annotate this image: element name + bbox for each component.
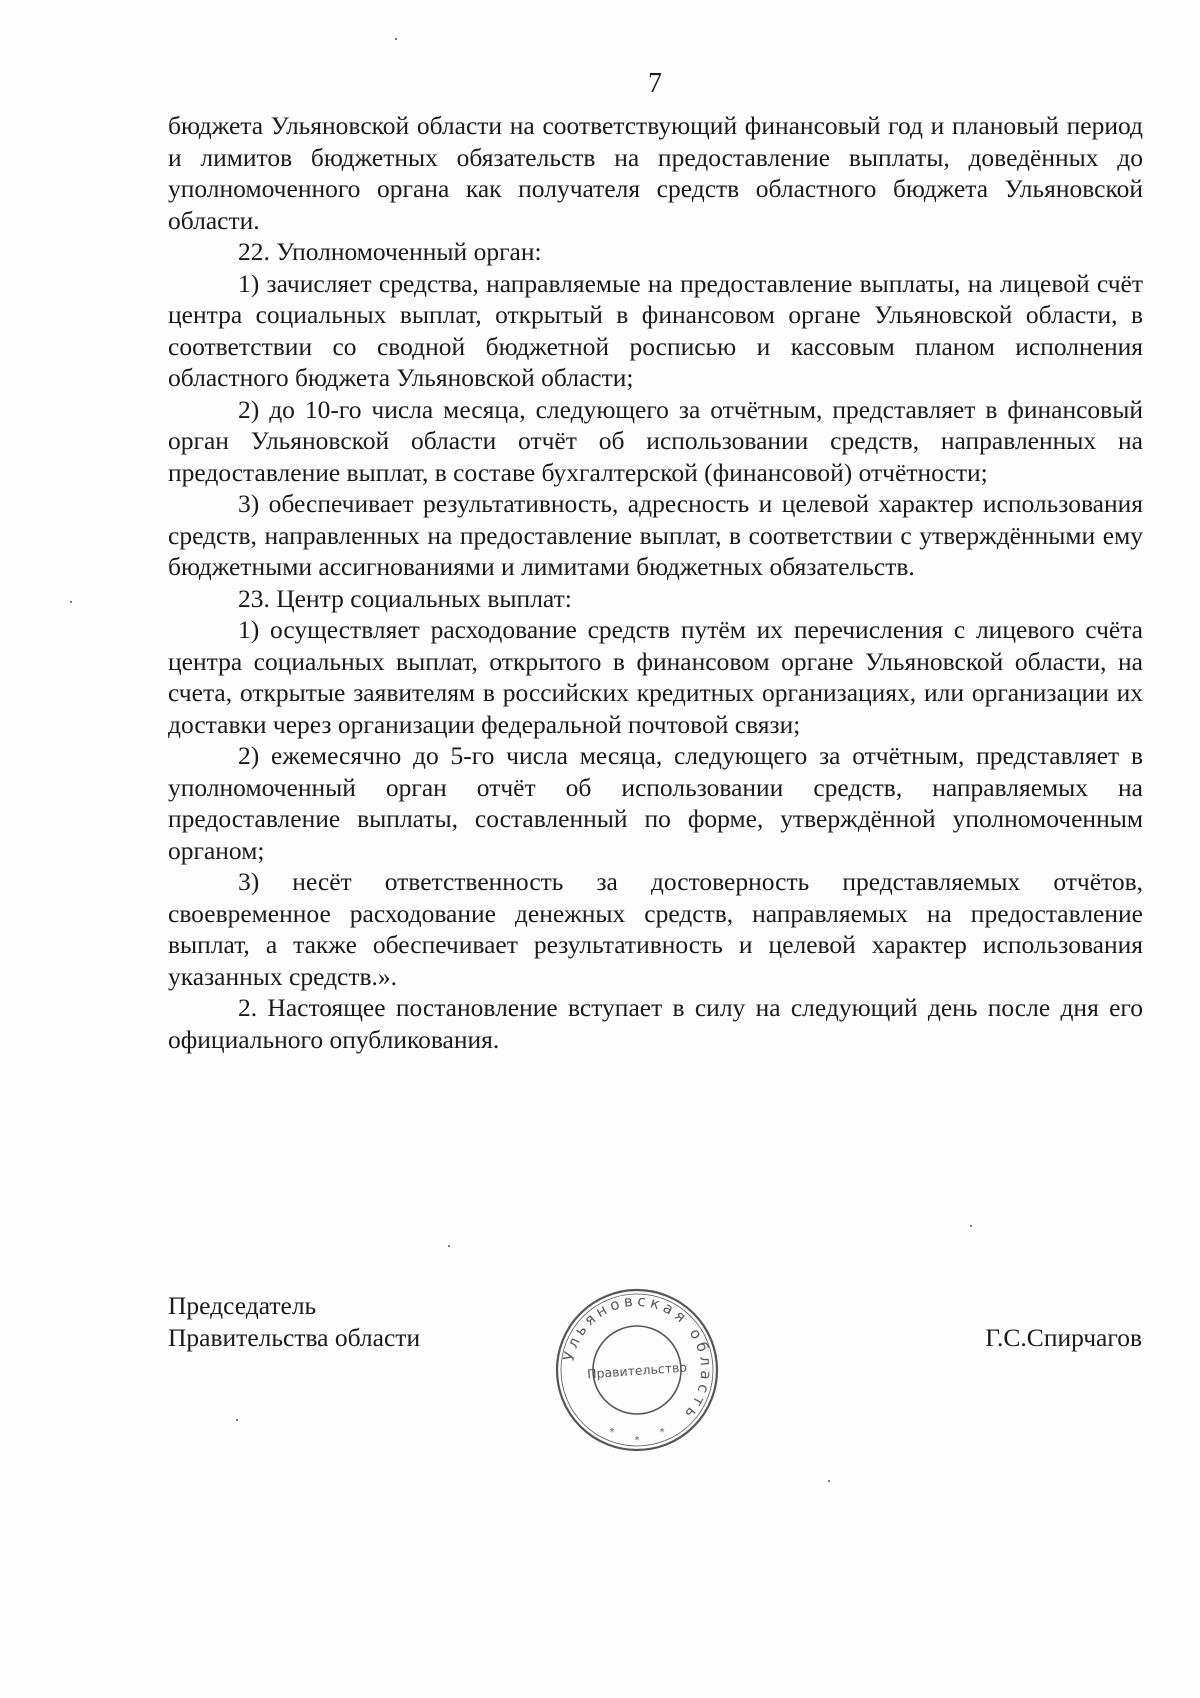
signatory-title-line-1: Председатель — [168, 1291, 317, 1320]
scan-speck — [395, 38, 397, 40]
paragraph-clause-2: 2. Настоящее постановление вступает в силу на следующий день после дня его официального опубликования. — [168, 993, 1143, 1054]
paragraph-22-item-1: 1) зачисляет средства, направляемые на предоставление выплаты, на лицевой счёт центра социальных выплат, открытый в финансовом органе Ульяновской области, в соответствии со сводной бюджетной росписью и кассовым планом исполнения областного бюджета Ульяновской области; — [168, 268, 1143, 392]
paragraph-section-23-heading: 23. Центр социальных выплат: — [238, 583, 572, 613]
signatory-position — [168, 1290, 420, 1354]
paragraph-23-item-1: 1) осуществляет расходование средств путём их перечисления с лицевого счёта центра социальных выплат, открытого в финансовом органе Ульяновской области, на счета, открытые заявителям в российских кредитных организациях, или организации их доставки через организации федеральной почтовой связи; — [168, 615, 1143, 739]
paragraph-23-item-2: 2) ежемесячно до 5-го числа месяца, следующего за отчётным, представляет в уполномоченный орган отчёт об использовании средств, направляемых на предоставление выплаты, составленный по форме, утверждённой уполномоченным органом; — [168, 741, 1143, 865]
paragraph-23-item-3: 3) несёт ответственность за достоверность представляемых отчётов, своевременное расходование денежных средств, направляемых на предоставление выплат, а также обеспечивает результативность и целевой характер использования указанных средств.». — [168, 867, 1143, 991]
official-seal-stamp — [552, 1285, 722, 1455]
signatory-title-line-2: Правительства области — [168, 1323, 421, 1352]
page-number: 7 — [648, 68, 662, 99]
scan-speck — [828, 1480, 830, 1482]
scan-speck — [970, 1225, 972, 1227]
paragraph-22-item-3: 3) обеспечивает результативность, адресность и целевой характер использования средств, направленных на предоставление выплат, в соответствии с утверждёнными ему бюджетными ассигнованиями и лимитами бюджетных обязательств. — [168, 489, 1143, 581]
scan-speck — [70, 601, 72, 603]
seal-outer-text: Ульяновская область — [559, 1291, 716, 1426]
seal-star-right: * — [659, 1427, 665, 1438]
signatory-name: Г.С.Спирчагов — [985, 1323, 1142, 1352]
document-body — [168, 110, 1143, 1055]
seal-star-center: * — [634, 1435, 640, 1446]
paragraph-section-22-heading: 22. Уполномоченный орган: — [238, 237, 542, 266]
paragraph-22-item-2: 2) до 10-го числа месяца, следующего за отчётным, представляет в финансовый орган Ульяновской области отчёт об использовании средств, направленных на предоставление выплат, в составе бухгалтерской (финансовой) отчётности; — [168, 394, 1143, 487]
paragraph-continuation: бюджета Ульяновской области на соответствующий финансовый год и плановый период и лимитов бюджетных обязательств на предоставление выплаты, доведённых до уполномоченного органа как получателя средств областного бюджета Ульяновской области. — [168, 111, 1143, 235]
seal-center-text: Правительство — [586, 1359, 688, 1382]
scan-speck — [236, 1419, 238, 1421]
seal-star-left: * — [609, 1427, 615, 1438]
scan-speck — [448, 1245, 450, 1247]
